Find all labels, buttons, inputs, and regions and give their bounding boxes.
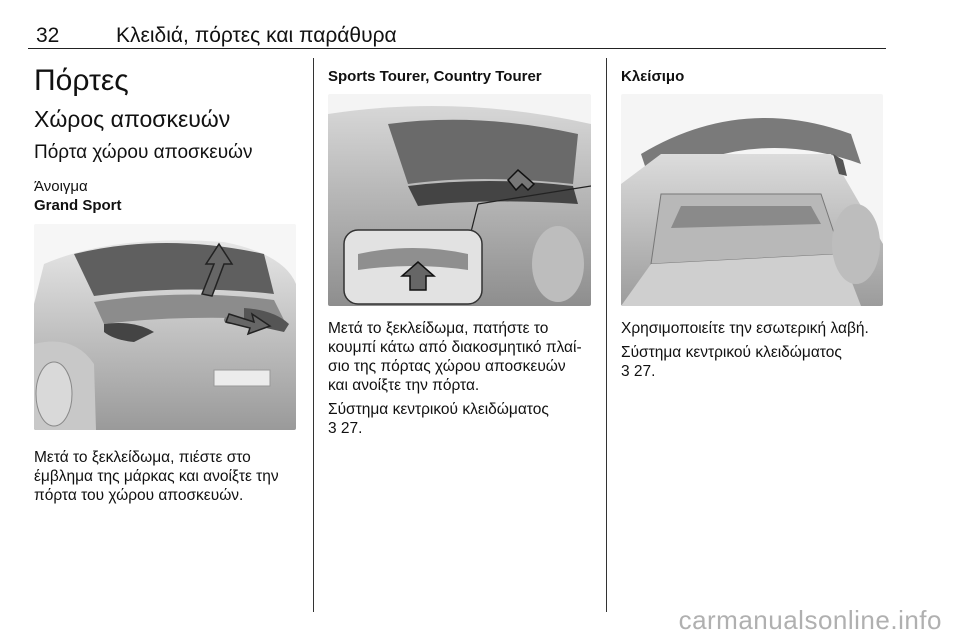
caption-line: Μετά το ξεκλείδωμα, πατήστε το [328, 320, 549, 337]
subsubsection-heading-tailgate: Πόρτα χώρου αποσκευών [34, 142, 253, 163]
section-heading-doors: Πόρτες [34, 64, 129, 97]
caption-line: πόρτα του χώρου αποσκευών. [34, 487, 244, 504]
heading-closing: Κλείσιμο [621, 68, 685, 85]
column-divider [606, 58, 607, 612]
figure-grand-sport-tailgate [34, 224, 296, 430]
caption-line: έμβλημα της μάρκας και ανοίξτε την [34, 468, 279, 485]
running-title: Κλειδιά, πόρτες και παράθυρα [116, 24, 397, 47]
xref-page-link[interactable]: 3 27. [328, 420, 363, 437]
caption-sports-tourer [328, 319, 582, 438]
caption-grand-sport [34, 448, 279, 505]
caption-closing [621, 319, 869, 381]
subsection-heading-luggage: Χώρος αποσκευών [34, 106, 231, 132]
caption-line: και ανοίξτε την πόρτα. [328, 377, 480, 394]
page-header [28, 8, 886, 49]
xref-page-link[interactable]: 3 27. [621, 363, 656, 380]
caption-line: κουμπί κάτω από διακοσμητικό πλαί- [328, 339, 582, 356]
xref-central-locking: Σύστημα κεντρικού κλειδώματος [621, 344, 842, 361]
caption-line: σιο της πόρτας χώρου αποσκευών [328, 358, 566, 375]
figure-closing-tailgate [621, 94, 883, 306]
column-divider [313, 58, 314, 612]
caption-line: Μετά το ξεκλείδωμα, πιέστε στο [34, 449, 251, 466]
heading-opening: Άνοιγμα [34, 178, 88, 195]
caption-line: Χρησιμοποιείτε την εσωτερική λαβή. [621, 320, 869, 337]
xref-central-locking: Σύστημα κεντρικού κλειδώματος [328, 401, 549, 418]
page-number: 32 [36, 24, 60, 47]
watermark: carmanualsonline.info [678, 605, 942, 635]
heading-grand-sport: Grand Sport [34, 197, 122, 214]
figure-sports-tourer-tailgate [328, 94, 591, 306]
heading-sports-tourer: Sports Tourer, Country Tourer [328, 68, 542, 85]
